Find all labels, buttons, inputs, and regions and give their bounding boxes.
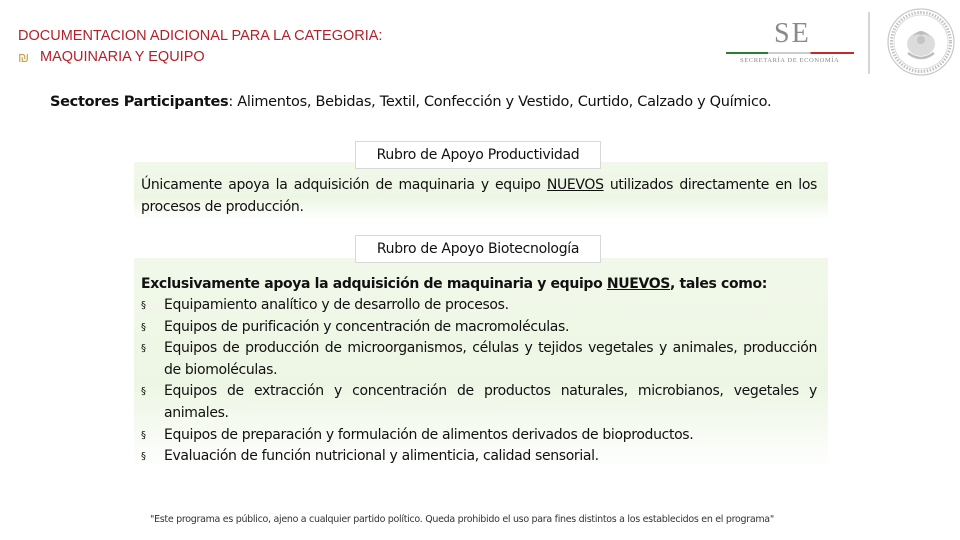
biotecnologia-intro-after: , tales como: (670, 276, 768, 292)
footer-disclaimer: "Este programa es público, ajeno a cualquier partido político. Queda prohibido el uso para fines distintos a los establecidos en el programa" (150, 514, 774, 525)
bullet-icon: § (141, 386, 146, 398)
list-item (141, 381, 817, 424)
bullet-icon: § (141, 321, 146, 333)
list-item-text: Equipos de extracción y concentración de productos naturales, microbianos, vegetales y animales. (164, 383, 817, 421)
header-title (18, 26, 382, 68)
list-item-text: Equipos de preparación y formulación de alimentos derivados de bioproductos. (164, 426, 694, 443)
bullet-icon: § (141, 343, 146, 355)
biotecnologia-list (141, 295, 817, 468)
productividad-nuevos: NUEVOS (546, 177, 604, 193)
bullet-icon: § (141, 451, 146, 463)
list-item (141, 425, 817, 447)
productividad-text-after: utilizados directamente en los procesos de producción. (141, 177, 817, 215)
biotecnologia-intro (141, 273, 817, 295)
bullet-icon: § (141, 429, 146, 441)
productividad-text (141, 174, 817, 218)
se-logo (726, 16, 856, 68)
sectores-label: Sectores Participantes (50, 94, 229, 110)
header-title-line2-row (18, 47, 382, 68)
list-item-text: Evaluación de función nutricional y alimenticia, calidad sensorial. (164, 448, 599, 465)
header-title-line1: DOCUMENTACION ADICIONAL PARA LA CATEGORIA: (18, 28, 383, 44)
rubro-biotecnologia-title: Rubro de Apoyo Biotecnología (355, 235, 601, 263)
productividad-text-before: Únicamente apoya la adquisición de maquinaria y equipo (141, 177, 547, 193)
header-bullet-icon: ₪ (18, 50, 30, 65)
rubro-productividad-title: Rubro de Apoyo Productividad (355, 141, 601, 169)
list-item-text: Equipamiento analítico y de desarrollo de procesos. (164, 297, 509, 313)
biotecnologia-nuevos: NUEVOS (606, 276, 670, 292)
header-title-line2: MAQUINARIA Y EQUIPO (40, 49, 205, 65)
biotecnologia-intro-before: Exclusivamente apoya la adquisición de maquinaria y equipo (141, 276, 607, 292)
sectores-text: Alimentos, Bebidas, Textil, Confección y Vestido, Curtido, Calzado y Químico. (232, 94, 772, 110)
biotecnologia-content (141, 273, 817, 468)
list-item (141, 446, 817, 468)
list-item (141, 338, 817, 381)
logo-tricolor-bar (726, 52, 854, 54)
logo-subtitle: SECRETARÍA DE ECONOMÍA (740, 57, 840, 64)
list-item-text: Equipos de producción de microorganismos, células y tejidos vegetales y animales, producción de biomoléculas. (164, 340, 817, 378)
list-item (141, 317, 817, 339)
sectores-colon: : (228, 94, 233, 110)
list-item-text: Equipos de purificación y concentración de macromoléculas. (164, 318, 570, 335)
seal-icon (886, 7, 956, 77)
logo-acronym: SE (774, 18, 811, 49)
header-divider (868, 12, 870, 74)
sectores-participantes (50, 94, 930, 110)
list-item (141, 295, 817, 317)
bullet-icon: § (141, 300, 146, 311)
